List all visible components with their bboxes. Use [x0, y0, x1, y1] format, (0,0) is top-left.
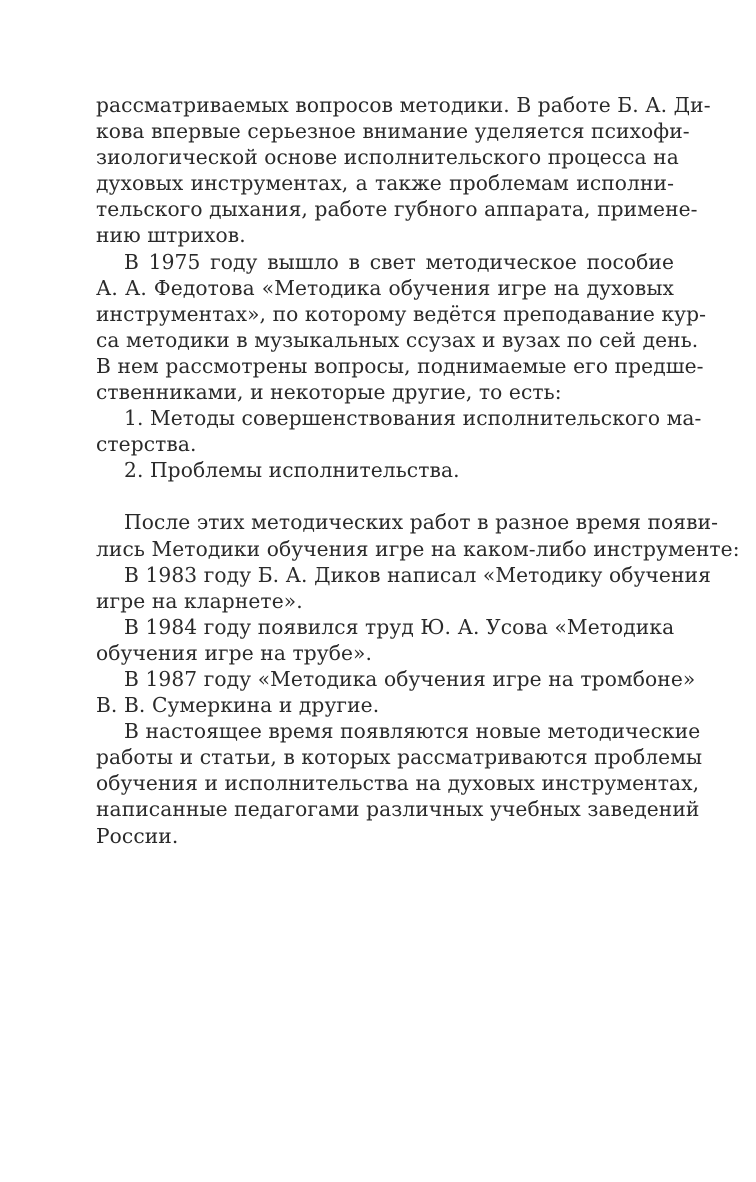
- text-line: России.: [96, 823, 179, 848]
- paragraph: [96, 666, 696, 718]
- text-line: В нем рассмотрены вопросы, поднимаемые его предше-: [96, 353, 704, 378]
- text-line: лись Методики обучения игре на каком-либо инструменте:: [96, 536, 740, 561]
- text-line: А. А. Федотова «Методика обучения игре на духовых: [96, 275, 674, 300]
- list-item: [96, 405, 702, 457]
- text-line: В 1983 году Б. А. Диков написал «Методику обучения: [124, 562, 711, 587]
- paragraph: [96, 509, 740, 561]
- text-line: инструментах», по которому ведётся преподавание кур-: [96, 301, 707, 326]
- text-line: работы и статьи, в которых рассматриваются проблемы: [96, 745, 703, 770]
- text-line: ственниками, и некоторые другие, то есть:: [96, 380, 562, 405]
- text-line: В 1984 году появился труд Ю. А. Усова «Методика: [124, 614, 675, 639]
- text-line: нию штрихов.: [96, 223, 246, 248]
- text-line: рассматриваемых вопросов методики. В работе Б. А. Ди-: [96, 93, 711, 117]
- text-line: духовых инструментах, а также проблемам исполни-: [96, 171, 674, 196]
- text-line: написанные педагогами различных учебных заведений: [96, 797, 700, 822]
- text-line: В настоящее время появляются новые методические: [124, 719, 701, 744]
- text-line: игре на кларнете».: [96, 588, 303, 613]
- text-line: В. В. Сумеркина и другие.: [96, 693, 380, 718]
- text-line: 2. Проблемы исполнительства.: [124, 458, 460, 483]
- text-line: После этих методических работ в разное время появи-: [124, 510, 719, 535]
- text-line: В 1975 году вышло в свет методическое пособие: [124, 249, 674, 274]
- text-line: са методики в музыкальных ссузах и вузах по сей день.: [96, 327, 699, 352]
- page-text: [96, 92, 740, 849]
- text-line: обучения игре на трубе».: [96, 640, 373, 665]
- paragraph: [96, 562, 711, 614]
- paragraph: [96, 718, 703, 848]
- paragraph: [96, 249, 707, 406]
- text-line: кова впервые серьезное внимание уделяется психофи-: [96, 119, 690, 144]
- list-item: [96, 457, 674, 483]
- text-line: стерства.: [96, 432, 197, 457]
- paragraph: [96, 614, 674, 666]
- text-line: тельского дыхания, работе губного аппарата, применe-: [96, 197, 698, 222]
- text-line: обучения и исполнительства на духовых инструментах,: [96, 771, 700, 796]
- paragraph: [96, 92, 711, 249]
- text-line: 1. Методы совершенствования исполнительского ма-: [124, 406, 702, 431]
- text-line: зиологической основе исполнительского процесса на: [96, 145, 679, 170]
- paragraph-gap: [96, 483, 674, 509]
- text-line: В 1987 году «Методика обучения игре на тромбоне»: [124, 666, 696, 691]
